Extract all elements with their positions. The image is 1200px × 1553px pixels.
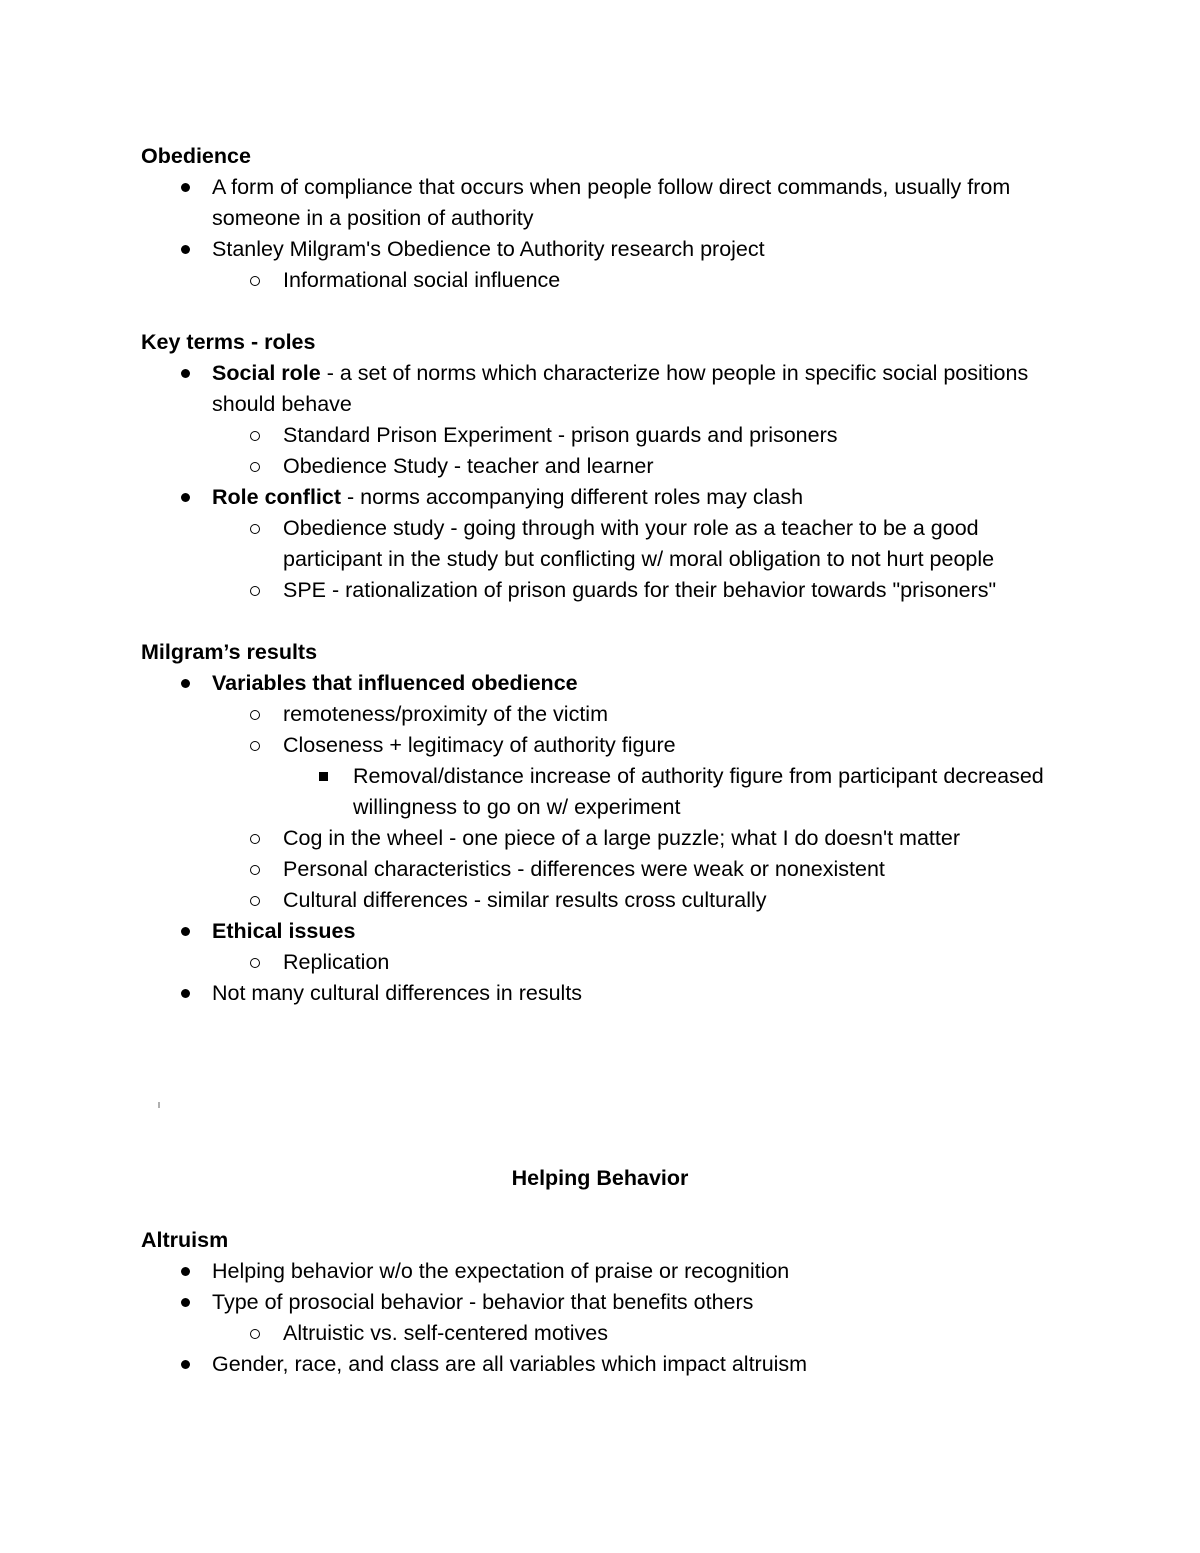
list-item: Role conflict - norms accompanying different roles may clash <box>141 482 1061 513</box>
bullet-disc-icon <box>175 978 195 1009</box>
list-item: Closeness + legitimacy of authority figure <box>141 730 1061 761</box>
bullet-disc-icon <box>175 482 195 513</box>
page-speck <box>158 1102 160 1108</box>
bullet-circle-icon <box>245 513 265 544</box>
list-item: Replication <box>141 947 1061 978</box>
bullet-circle-icon <box>245 575 265 606</box>
list-item: A form of compliance that occurs when people follow direct commands, usually from someone in a position of authority <box>141 172 1061 234</box>
list-item: Standard Prison Experiment - prison guards and prisoners <box>141 420 1061 451</box>
bullet-circle-icon <box>245 451 265 482</box>
bullet-square-icon <box>313 761 333 792</box>
bullet-disc-icon <box>175 172 195 203</box>
list-item: Type of prosocial behavior - behavior that benefits others <box>141 1287 1061 1318</box>
list-item: Gender, race, and class are all variables which impact altruism <box>141 1349 1061 1380</box>
list-item: Removal/distance increase of authority figure from participant decreased willingness to go on w/ experiment <box>141 761 1061 823</box>
bullet-disc-icon <box>175 668 195 699</box>
term-social-role: Social role <box>212 361 321 385</box>
bullet-circle-icon <box>245 730 265 761</box>
list-item: Variables that influenced obedience <box>141 668 1061 699</box>
bullet-disc-icon <box>175 916 195 947</box>
notes-upper <box>141 141 1061 1009</box>
list-item: Obedience study - going through with your role as a teacher to be a good participant in the study but conflicting w/ moral obligation to not hurt people <box>141 513 1061 575</box>
bullet-circle-icon <box>245 1318 265 1349</box>
list-item: Obedience Study - teacher and learner <box>141 451 1061 482</box>
list-item: Informational social influence <box>141 265 1061 296</box>
heading-altruism: Altruism <box>141 1228 229 1252</box>
bullet-disc-icon <box>175 358 195 389</box>
bullet-circle-icon <box>245 885 265 916</box>
term-role-conflict: Role conflict <box>212 485 342 509</box>
section-title-helping-behavior: Helping Behavior <box>511 1166 689 1190</box>
list-item: SPE - rationalization of prison guards for their behavior towards "prisoners" <box>141 575 1061 606</box>
list-item: Personal characteristics - differences were weak or nonexistent <box>141 854 1061 885</box>
list-item: Cog in the wheel - one piece of a large puzzle; what I do doesn't matter <box>141 823 1061 854</box>
list-item: remoteness/proximity of the victim <box>141 699 1061 730</box>
bullet-disc-icon <box>175 1287 195 1318</box>
list-item: Ethical issues <box>141 916 1061 947</box>
bullet-circle-icon <box>245 947 265 978</box>
heading-obedience: Obedience <box>141 144 251 168</box>
list-item: Social role - a set of norms which characterize how people in specific social positions should behave <box>141 358 1061 420</box>
bullet-disc-icon <box>175 234 195 265</box>
list-item: Not many cultural differences in results <box>141 978 1061 1009</box>
list-item: Helping behavior w/o the expectation of praise or recognition <box>141 1256 1061 1287</box>
bullet-circle-icon <box>245 420 265 451</box>
list-item: Altruistic vs. self-centered motives <box>141 1318 1061 1349</box>
heading-key-terms: Key terms - roles <box>141 330 316 354</box>
bullet-disc-icon <box>175 1256 195 1287</box>
bullet-circle-icon <box>245 265 265 296</box>
bullet-disc-icon <box>175 1349 195 1380</box>
bullet-circle-icon <box>245 854 265 885</box>
bullet-circle-icon <box>245 699 265 730</box>
heading-milgram-results: Milgram’s results <box>141 640 318 664</box>
list-item: Cultural differences - similar results cross culturally <box>141 885 1061 916</box>
bullet-circle-icon <box>245 823 265 854</box>
notes-lower <box>141 1225 1061 1380</box>
list-item: Stanley Milgram's Obedience to Authority research project <box>141 234 1061 265</box>
